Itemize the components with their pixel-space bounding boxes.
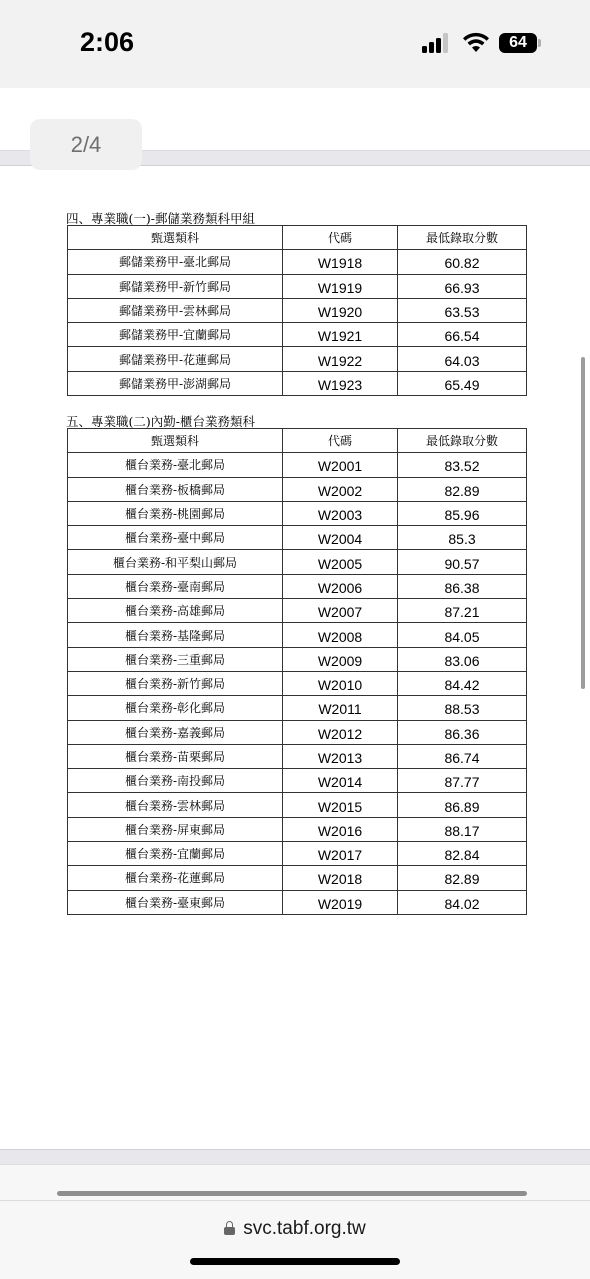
category-cell: 郵儲業務甲-新竹郵局 — [68, 274, 283, 298]
horizontal-scrollbar[interactable] — [57, 1191, 527, 1196]
page-separator — [0, 1149, 590, 1165]
code-cell: W1918 — [283, 250, 398, 274]
code-cell: W2019 — [283, 890, 398, 914]
code-cell: W2007 — [283, 599, 398, 623]
score-cell: 88.53 — [398, 696, 527, 720]
address-bar[interactable] — [0, 1218, 590, 1242]
table-row — [68, 323, 527, 347]
category-cell: 櫃台業務-宜蘭郵局 — [68, 842, 283, 866]
score-cell: 87.21 — [398, 599, 527, 623]
table-row — [68, 842, 527, 866]
score-cell: 82.89 — [398, 477, 527, 501]
battery-tip — [538, 39, 541, 47]
category-cell: 郵儲業務甲-雲林郵局 — [68, 298, 283, 322]
table-row — [68, 574, 527, 598]
table-row — [68, 477, 527, 501]
table-row — [68, 371, 527, 395]
code-cell: W2015 — [283, 793, 398, 817]
table-row — [68, 890, 527, 914]
category-cell: 櫃台業務-南投郵局 — [68, 769, 283, 793]
score-cell: 83.52 — [398, 453, 527, 477]
code-cell: W2002 — [283, 477, 398, 501]
code-cell: W2018 — [283, 866, 398, 890]
code-cell: W1921 — [283, 323, 398, 347]
table-row — [68, 298, 527, 322]
category-cell: 櫃台業務-臺南郵局 — [68, 574, 283, 598]
category-cell: 櫃台業務-基隆郵局 — [68, 623, 283, 647]
score-cell: 66.54 — [398, 323, 527, 347]
table-row — [68, 793, 527, 817]
score-cell: 86.36 — [398, 720, 527, 744]
score-cell: 82.89 — [398, 866, 527, 890]
score-cell: 86.89 — [398, 793, 527, 817]
score-cell: 83.06 — [398, 647, 527, 671]
table-row — [68, 274, 527, 298]
code-cell: W2009 — [283, 647, 398, 671]
category-cell: 櫃台業務-花蓮郵局 — [68, 866, 283, 890]
table-row — [68, 647, 527, 671]
category-cell: 郵儲業務甲-花蓮郵局 — [68, 347, 283, 371]
table-header-row — [68, 226, 527, 250]
wifi-icon — [462, 31, 490, 53]
code-cell: W2010 — [283, 671, 398, 695]
score-cell: 88.17 — [398, 817, 527, 841]
category-cell: 櫃台業務-臺東郵局 — [68, 890, 283, 914]
battery-icon: 64 — [499, 33, 537, 53]
table-row — [68, 453, 527, 477]
code-cell: W2014 — [283, 769, 398, 793]
code-cell: W2012 — [283, 720, 398, 744]
header-category: 甄選類科 — [68, 226, 283, 250]
header-category: 甄選類科 — [68, 429, 283, 453]
section-title-4: 四、專業職(一)-郵儲業務類科甲組 — [66, 211, 255, 226]
status-time: 2:06 — [80, 27, 135, 57]
category-cell: 櫃台業務-三重郵局 — [68, 647, 283, 671]
table-row — [68, 671, 527, 695]
category-cell: 櫃台業務-彰化郵局 — [68, 696, 283, 720]
code-cell: W2016 — [283, 817, 398, 841]
category-cell: 櫃台業務-板橋郵局 — [68, 477, 283, 501]
vertical-scrollbar[interactable] — [581, 357, 585, 689]
table-row — [68, 599, 527, 623]
code-cell: W2006 — [283, 574, 398, 598]
code-cell: W1922 — [283, 347, 398, 371]
category-cell: 櫃台業務-嘉義郵局 — [68, 720, 283, 744]
divider — [0, 1200, 590, 1201]
score-cell: 90.57 — [398, 550, 527, 574]
code-cell: W1919 — [283, 274, 398, 298]
score-cell: 86.38 — [398, 574, 527, 598]
header-min-score: 最低錄取分數 — [398, 226, 527, 250]
table-header-row — [68, 429, 527, 453]
score-cell: 85.3 — [398, 526, 527, 550]
score-cell: 60.82 — [398, 250, 527, 274]
category-cell: 櫃台業務-桃園郵局 — [68, 501, 283, 525]
category-cell: 櫃台業務-臺中郵局 — [68, 526, 283, 550]
code-cell: W2011 — [283, 696, 398, 720]
table-row — [68, 720, 527, 744]
category-cell: 櫃台業務-苗栗郵局 — [68, 744, 283, 768]
category-cell: 櫃台業務-屏東郵局 — [68, 817, 283, 841]
code-cell: W2003 — [283, 501, 398, 525]
score-cell: 65.49 — [398, 371, 527, 395]
code-cell: W2004 — [283, 526, 398, 550]
category-cell: 郵儲業務甲-澎湖郵局 — [68, 371, 283, 395]
score-cell: 86.74 — [398, 744, 527, 768]
code-cell: W2017 — [283, 842, 398, 866]
header-code: 代碼 — [283, 429, 398, 453]
page-counter: 2/4 — [30, 119, 142, 170]
score-cell: 87.77 — [398, 769, 527, 793]
table-row — [68, 817, 527, 841]
header-min-score: 最低錄取分數 — [398, 429, 527, 453]
score-cell: 63.53 — [398, 298, 527, 322]
score-cell: 84.05 — [398, 623, 527, 647]
score-cell: 82.84 — [398, 842, 527, 866]
category-cell: 櫃台業務-新竹郵局 — [68, 671, 283, 695]
score-cell: 85.96 — [398, 501, 527, 525]
category-cell: 郵儲業務甲-臺北郵局 — [68, 250, 283, 274]
table-row — [68, 623, 527, 647]
code-cell: W2001 — [283, 453, 398, 477]
score-cell: 64.03 — [398, 347, 527, 371]
table-row — [68, 347, 527, 371]
score-cell: 66.93 — [398, 274, 527, 298]
table-row — [68, 550, 527, 574]
table-postal-savings — [67, 225, 527, 396]
category-cell: 櫃台業務-和平梨山郵局 — [68, 550, 283, 574]
header-code: 代碼 — [283, 226, 398, 250]
section-title-5: 五、專業職(二)內勤-櫃台業務類科 — [66, 414, 255, 429]
code-cell: W2013 — [283, 744, 398, 768]
code-cell: W2008 — [283, 623, 398, 647]
table-row — [68, 769, 527, 793]
score-cell: 84.42 — [398, 671, 527, 695]
table-row — [68, 250, 527, 274]
code-cell: W1920 — [283, 298, 398, 322]
table-row — [68, 501, 527, 525]
code-cell: W1923 — [283, 371, 398, 395]
table-row — [68, 866, 527, 890]
home-indicator[interactable] — [190, 1258, 400, 1265]
category-cell: 櫃台業務-臺北郵局 — [68, 453, 283, 477]
category-cell: 櫃台業務-雲林郵局 — [68, 793, 283, 817]
score-cell: 84.02 — [398, 890, 527, 914]
lock-icon — [224, 1221, 235, 1235]
signal-icon — [422, 33, 452, 53]
table-row — [68, 696, 527, 720]
status-bar — [0, 0, 590, 88]
category-cell: 郵儲業務甲-宜蘭郵局 — [68, 323, 283, 347]
table-row — [68, 526, 527, 550]
category-cell: 櫃台業務-高雄郵局 — [68, 599, 283, 623]
table-row — [68, 744, 527, 768]
table-counter-service — [67, 428, 527, 915]
code-cell: W2005 — [283, 550, 398, 574]
url-text: svc.tabf.org.tw — [243, 1218, 366, 1239]
